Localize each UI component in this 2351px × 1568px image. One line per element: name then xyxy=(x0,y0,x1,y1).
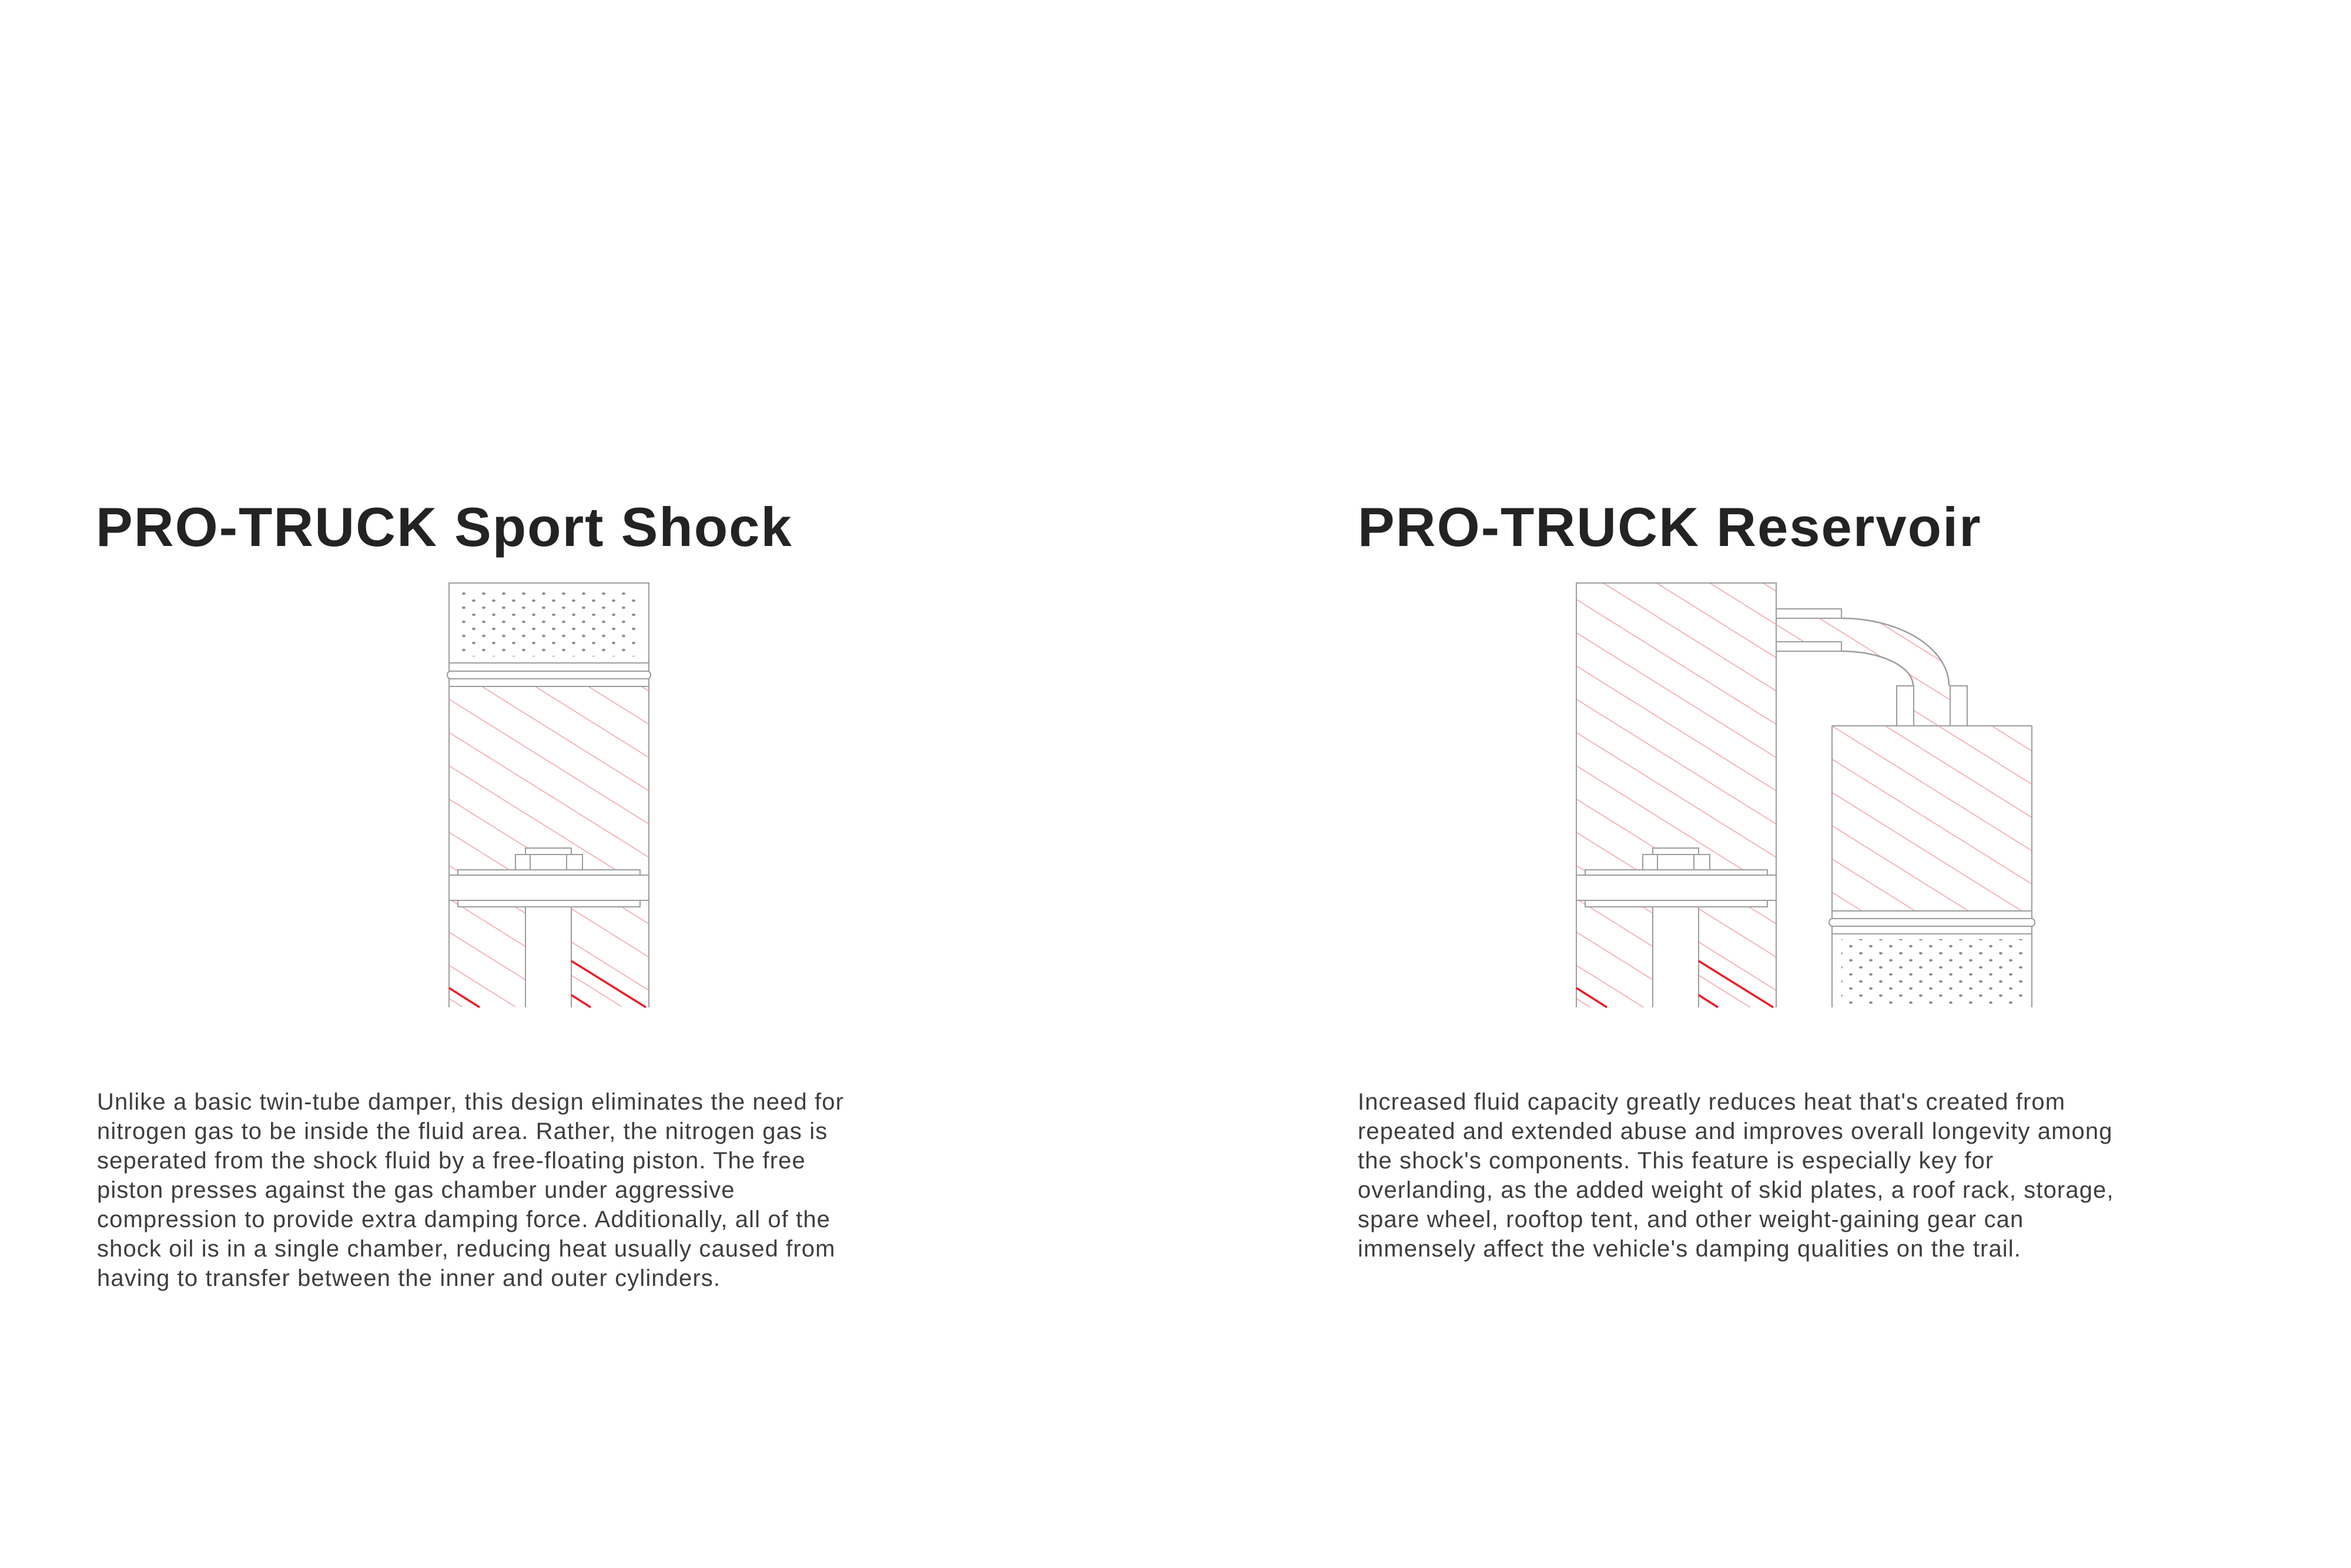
piston-rod xyxy=(1653,907,1699,1007)
paragraph-line: overlanding, as the added weight of skid plates, a roof rack, storage, xyxy=(1358,1177,2114,1203)
reservoir-divider xyxy=(1829,911,2035,934)
reservoir-gas-chamber-dotted xyxy=(1832,934,2032,1007)
hose-fitting-upper xyxy=(1776,609,1841,618)
hose-fitting-lower xyxy=(1776,642,1841,651)
gas-chamber-dotted xyxy=(449,583,649,663)
left-section-title: PRO-TRUCK Sport Shock xyxy=(96,495,793,558)
floating-piston-divider xyxy=(447,663,651,686)
right-section-title: PRO-TRUCK Reservoir xyxy=(1358,495,1982,558)
right-paragraph xyxy=(1358,1087,2114,1264)
paragraph-line: repeated and extended abuse and improves overall longevity among xyxy=(1358,1118,2113,1144)
paragraph-line: the shock's components. This feature is especially key for xyxy=(1358,1148,1994,1174)
paragraph-line: Unlike a basic twin-tube damper, this design eliminates the need for xyxy=(97,1089,845,1115)
paragraph-line: compression to provide extra damping force. Additionally, all of the xyxy=(97,1207,831,1232)
paragraph-line: immensely affect the vehicle's damping qualities on the trail. xyxy=(1358,1236,2021,1262)
paragraph-line: piston presses against the gas chamber under aggressive xyxy=(97,1177,735,1203)
paragraph-line: having to transfer between the inner and outer cylinders. xyxy=(97,1265,721,1291)
left-paragraph xyxy=(97,1087,844,1293)
sport-shock-diagram xyxy=(448,582,649,1007)
piston-rod xyxy=(525,907,571,1007)
reservoir-diagram xyxy=(1576,582,2035,1007)
paragraph-line: seperated from the shock fluid by a free-floating piston. The free xyxy=(97,1148,806,1174)
paragraph-line: nitrogen gas to be inside the fluid area. Rather, the nitrogen gas is xyxy=(97,1118,828,1144)
paragraph-line: Increased fluid capacity greatly reduces heat that's created from xyxy=(1358,1089,2066,1115)
paragraph-line: shock oil is in a single chamber, reducing heat usually caused from xyxy=(97,1236,836,1262)
hose-channel-hatch xyxy=(1776,618,1950,726)
paragraph-line: spare wheel, rooftop tent, and other weight-gaining gear can xyxy=(1358,1207,2024,1232)
